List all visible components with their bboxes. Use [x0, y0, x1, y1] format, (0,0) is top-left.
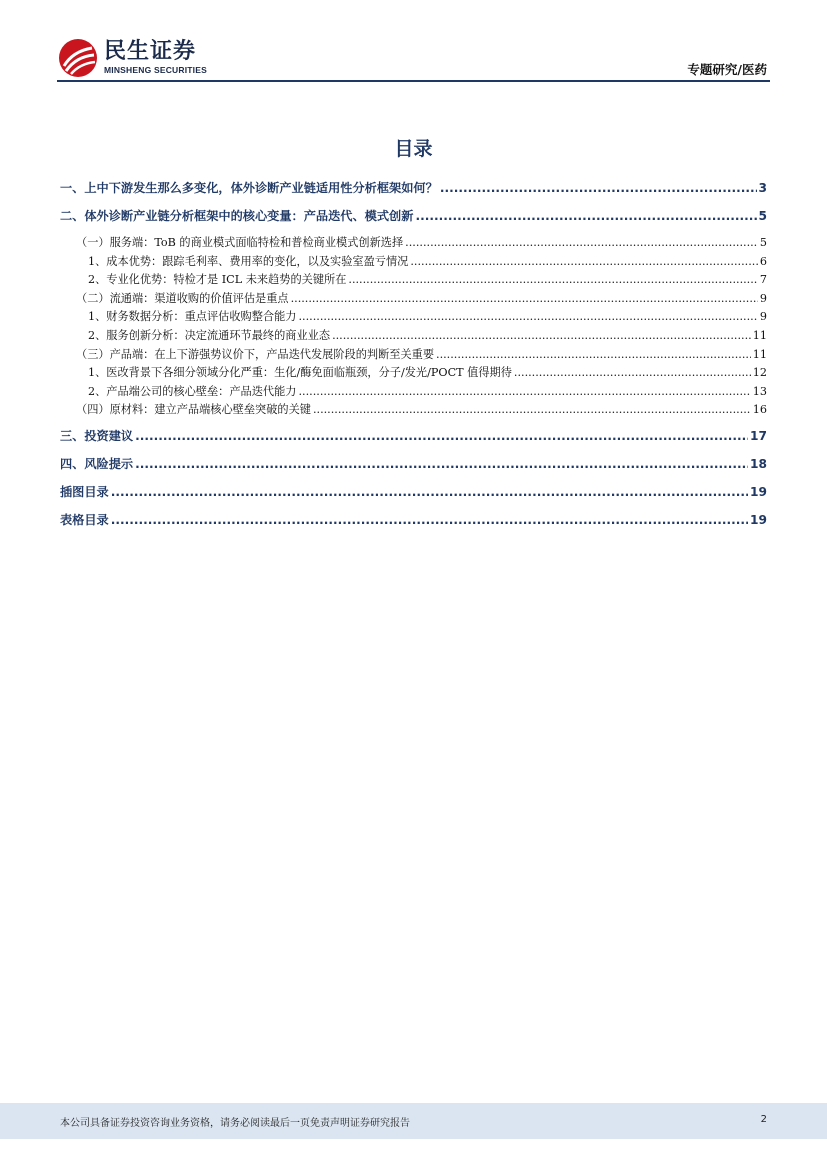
- toc-entry[interactable]: [60, 234, 767, 253]
- toc-entry-text: （三）产品端：在上下游强势议价下，产品迭代发展阶段的判断至关重要: [76, 347, 435, 361]
- toc-title: 目录: [394, 138, 433, 160]
- toc-leader-dots: [436, 346, 751, 364]
- toc-leader-dots: [111, 510, 748, 530]
- toc-entry[interactable]: [60, 482, 767, 510]
- toc-entry-page: 17: [750, 428, 767, 443]
- toc-entry-text: 1、成本优势：跟踪毛利率、费用率的变化，以及实验室盈亏情况: [88, 254, 409, 268]
- toc-entry-page: 11: [752, 328, 767, 342]
- toc-entry[interactable]: [60, 271, 767, 290]
- logo-en-text: MINSHENG SECURITIES: [104, 65, 207, 76]
- toc-entry-page: 19: [750, 512, 767, 527]
- toc-entry-text: 一、上中下游发生那么多变化，体外诊断产业链适用性分析框架如何？: [60, 181, 438, 195]
- page-header: [0, 0, 827, 90]
- toc-leader-dots: [299, 383, 751, 401]
- toc-entry[interactable]: [60, 364, 767, 383]
- toc-entry[interactable]: [60, 401, 767, 420]
- toc-leader-dots: [415, 206, 756, 226]
- toc-entry-page: 12: [752, 366, 767, 380]
- toc-entry[interactable]: [60, 290, 767, 309]
- toc-entry-text: 四、风险提示: [60, 456, 134, 471]
- toc-entry-text: 2、服务创新分析：决定流通环节最终的商业业态: [88, 328, 331, 342]
- toc-leader-dots: [440, 178, 757, 198]
- toc-entry-text: 2、产品端公司的核心壁垒：产品迭代能力: [88, 384, 297, 398]
- toc-entry-text: 1、医改背景下各细分领域分化严重：生化/酶免面临瓶颈，分子/发光/POCT 值得期待: [88, 366, 512, 380]
- toc-entry-text: 2、专业化优势：特检才是 ICL 未来趋势的关键所在: [88, 273, 347, 287]
- toc-leader-dots: [299, 308, 758, 326]
- toc-entry-page: 19: [750, 484, 767, 499]
- toc-leader-dots: [135, 426, 748, 446]
- toc-leader-dots: [332, 327, 751, 345]
- toc-entry[interactable]: [60, 178, 767, 206]
- minsheng-logo-icon: [58, 38, 98, 78]
- toc-entry-page: 6: [759, 254, 767, 268]
- toc-entry-text: （四）原材料：建立产品端核心壁垒突破的关键: [76, 403, 311, 417]
- page-footer: [0, 1103, 827, 1139]
- toc-entry-page: 5: [758, 209, 767, 223]
- toc-entry-text: 二、体外诊断产业链分析框架中的核心变量：产品迭代、模式创新: [60, 209, 414, 223]
- toc-entry-text: 1、财务数据分析：重点评估收购整合能力: [88, 310, 297, 324]
- toc-entry-page: 18: [750, 456, 767, 471]
- toc-leader-dots: [291, 290, 758, 308]
- toc-entry-page: 7: [759, 273, 767, 287]
- company-logo: [58, 37, 207, 79]
- toc-entry[interactable]: [60, 426, 767, 454]
- toc-entry-page: 3: [758, 181, 767, 195]
- toc-leader-dots: [348, 271, 757, 289]
- page-number: 2: [760, 1114, 767, 1125]
- toc-leader-dots: [135, 454, 748, 474]
- toc-entry-text: 插图目录: [60, 484, 109, 499]
- toc-leader-dots: [410, 253, 758, 271]
- table-of-contents: [60, 178, 767, 538]
- toc-entry[interactable]: [60, 510, 767, 538]
- toc-entry-page: 16: [752, 403, 767, 417]
- header-divider: [57, 80, 770, 82]
- footer-disclaimer: 本公司具备证券投资咨询业务资格，请务必阅读最后一页免责声明证券研究报告: [60, 1118, 410, 1129]
- toc-entry[interactable]: [60, 454, 767, 482]
- report-category: 专题研究/医药: [687, 62, 767, 77]
- toc-entry-page: 11: [752, 347, 767, 361]
- toc-leader-dots: [111, 482, 748, 502]
- toc-entry[interactable]: [60, 308, 767, 327]
- toc-entry[interactable]: [60, 346, 767, 365]
- toc-entry[interactable]: [60, 253, 767, 272]
- toc-entry[interactable]: [60, 206, 767, 234]
- toc-leader-dots: [313, 401, 751, 419]
- toc-leader-dots: [514, 364, 751, 382]
- toc-entry-page: 9: [759, 291, 767, 305]
- logo-cn-text: 民生证券: [104, 39, 197, 65]
- toc-entry-text: 表格目录: [60, 512, 109, 527]
- toc-entry-page: 5: [759, 236, 767, 249]
- toc-entry-page: 9: [759, 310, 767, 324]
- toc-entry[interactable]: [60, 383, 767, 402]
- toc-entry-text: （二）流通端：渠道收购的价值评估是重点: [76, 291, 289, 305]
- toc-entry-text: 三、投资建议: [60, 428, 134, 443]
- toc-leader-dots: [405, 234, 758, 252]
- toc-entry-text: （一）服务端：ToB 的商业模式面临特检和普检商业模式创新选择: [76, 236, 404, 249]
- toc-entry[interactable]: [60, 327, 767, 346]
- toc-entry-page: 13: [752, 384, 767, 398]
